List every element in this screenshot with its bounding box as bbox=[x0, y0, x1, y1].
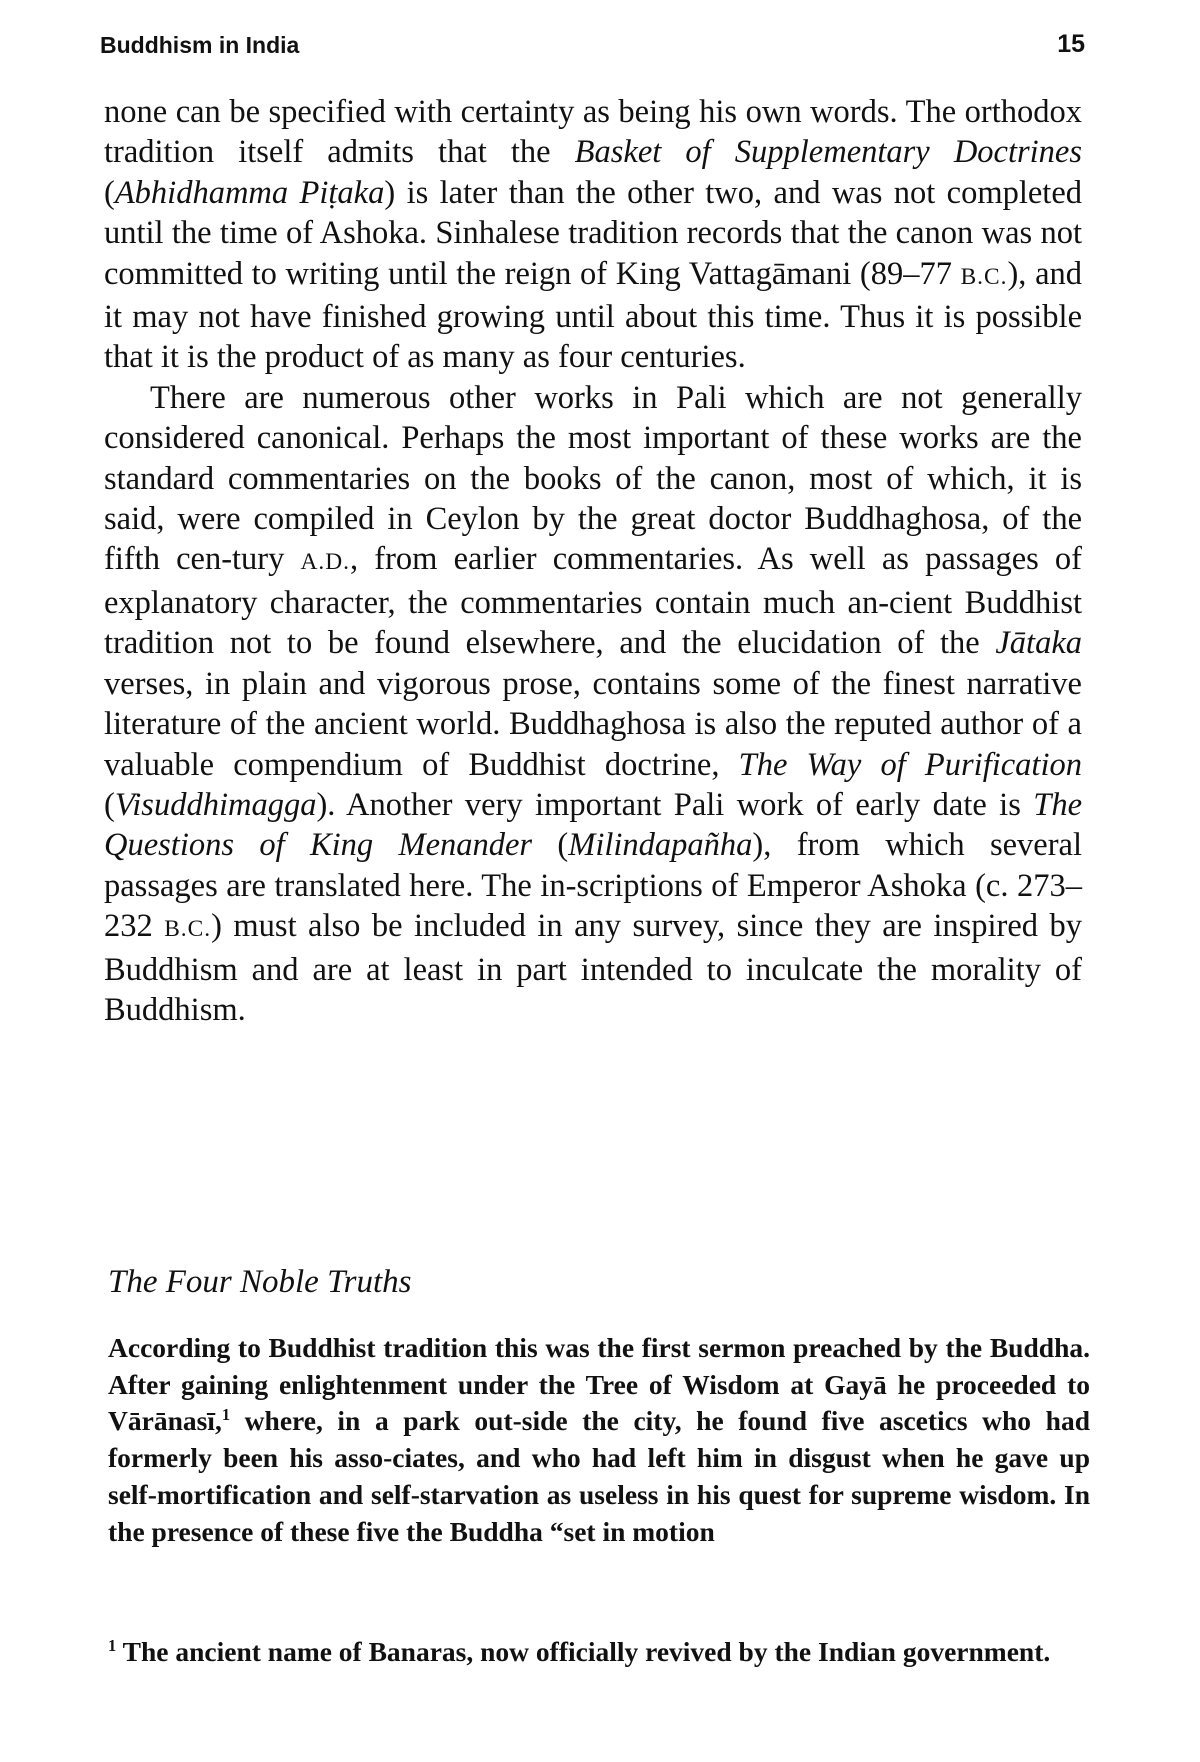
text-run: ). Another very important Pali work of early date is bbox=[316, 786, 1034, 823]
paragraph-pali-works bbox=[104, 378, 1082, 1031]
text-run: ( bbox=[104, 174, 115, 211]
section-heading: The Four Noble Truths bbox=[108, 1264, 412, 1300]
pali-term-italic: Jātaka bbox=[995, 625, 1082, 662]
text-run: ) is later than the other two, and was not completed until the time of Ashoka. Sinhalese tradition records that the canon was not committed to writing until the reign of King Vattagāmani (89–77 bbox=[104, 174, 1083, 292]
text-run: where, in a park out-side the city, he found five ascetics who had formerly been his asso-ciates, and who had left him in disgust when he gave up self-mortification and self-starvation as useless in his quest for supreme wisdom. In the presence of these five the Buddha “set in motion bbox=[108, 1405, 1090, 1547]
running-title: Buddhism in India bbox=[100, 32, 300, 58]
section-introduction bbox=[108, 1330, 1090, 1550]
footnote-mark: 1 bbox=[108, 1635, 117, 1655]
text-run: , from earlier commentaries. As well as passages of explanatory character, the commentaries contain much an-cient Buddhist tradition not to be found elsewhere, and the elucidation of the bbox=[104, 541, 1083, 662]
pali-term-italic: Abhidhamma Piṭaka bbox=[114, 174, 385, 211]
footnote bbox=[108, 1634, 1090, 1671]
running-head bbox=[100, 30, 1085, 66]
text-run: none can be specified with certainty as being his own words. The orthodox tradition itself admits that the bbox=[104, 94, 1082, 171]
paragraph-canon-dating bbox=[104, 92, 1082, 378]
book-title-italic: The Questions of King Menander bbox=[104, 786, 1082, 864]
pali-term-italic: Visuddhimagga bbox=[114, 786, 317, 823]
text-run: ( bbox=[532, 827, 569, 864]
footnote-text: The ancient name of Banaras, now officially revived by the Indian government. bbox=[116, 1636, 1051, 1667]
text-run: ), and it may not have finished growing until about this time. Thus it is possible that it is the product of as many as four centuries. bbox=[104, 255, 1082, 376]
text-run: ) must also be included in any survey, since they are inspired by Buddhism and are at least in part intended to inculcate the morality of Buddhism. bbox=[104, 908, 1082, 1028]
footnote-reference: 1 bbox=[221, 1405, 231, 1425]
pali-term-italic: Milindapañha bbox=[568, 827, 753, 864]
era-abbreviation: B.C. bbox=[960, 263, 1008, 290]
text-run: ), from which several passages are translated here. The in-scriptions of Emperor Ashoka (c. 273–232 bbox=[104, 827, 1083, 945]
main-text bbox=[104, 92, 1082, 1030]
era-abbreviation: A.D. bbox=[300, 549, 351, 576]
page-number: 15 bbox=[1057, 30, 1085, 58]
book-title-italic: Basket of Supplementary Doctrines bbox=[574, 134, 1082, 171]
book-title-italic: The Way of Purification bbox=[738, 746, 1082, 783]
text-run: verses, in plain and vigorous prose, contains some of the finest narrative literature of the ancient world. Buddhaghosa is also the reputed author of a valuable compendium of Buddhist doctrine, bbox=[104, 665, 1082, 783]
text-run: There are numerous other works in Pali which are not generally considered canonical. Perhaps the most important of these works are the standard commentaries on the books of the canon, most of which, it is said, were compiled in Ceylon by the great doctor Buddhaghosa, of the fifth cen-tury bbox=[104, 379, 1082, 578]
era-abbreviation: B.C. bbox=[164, 916, 212, 943]
text-run: According to Buddhist tradition this was the first sermon preached by the Buddha. After gaining enlightenment under the Tree of Wisdom at Gayā he proceeded to Vārānasī, bbox=[108, 1332, 1090, 1437]
text-run: ( bbox=[104, 786, 115, 823]
